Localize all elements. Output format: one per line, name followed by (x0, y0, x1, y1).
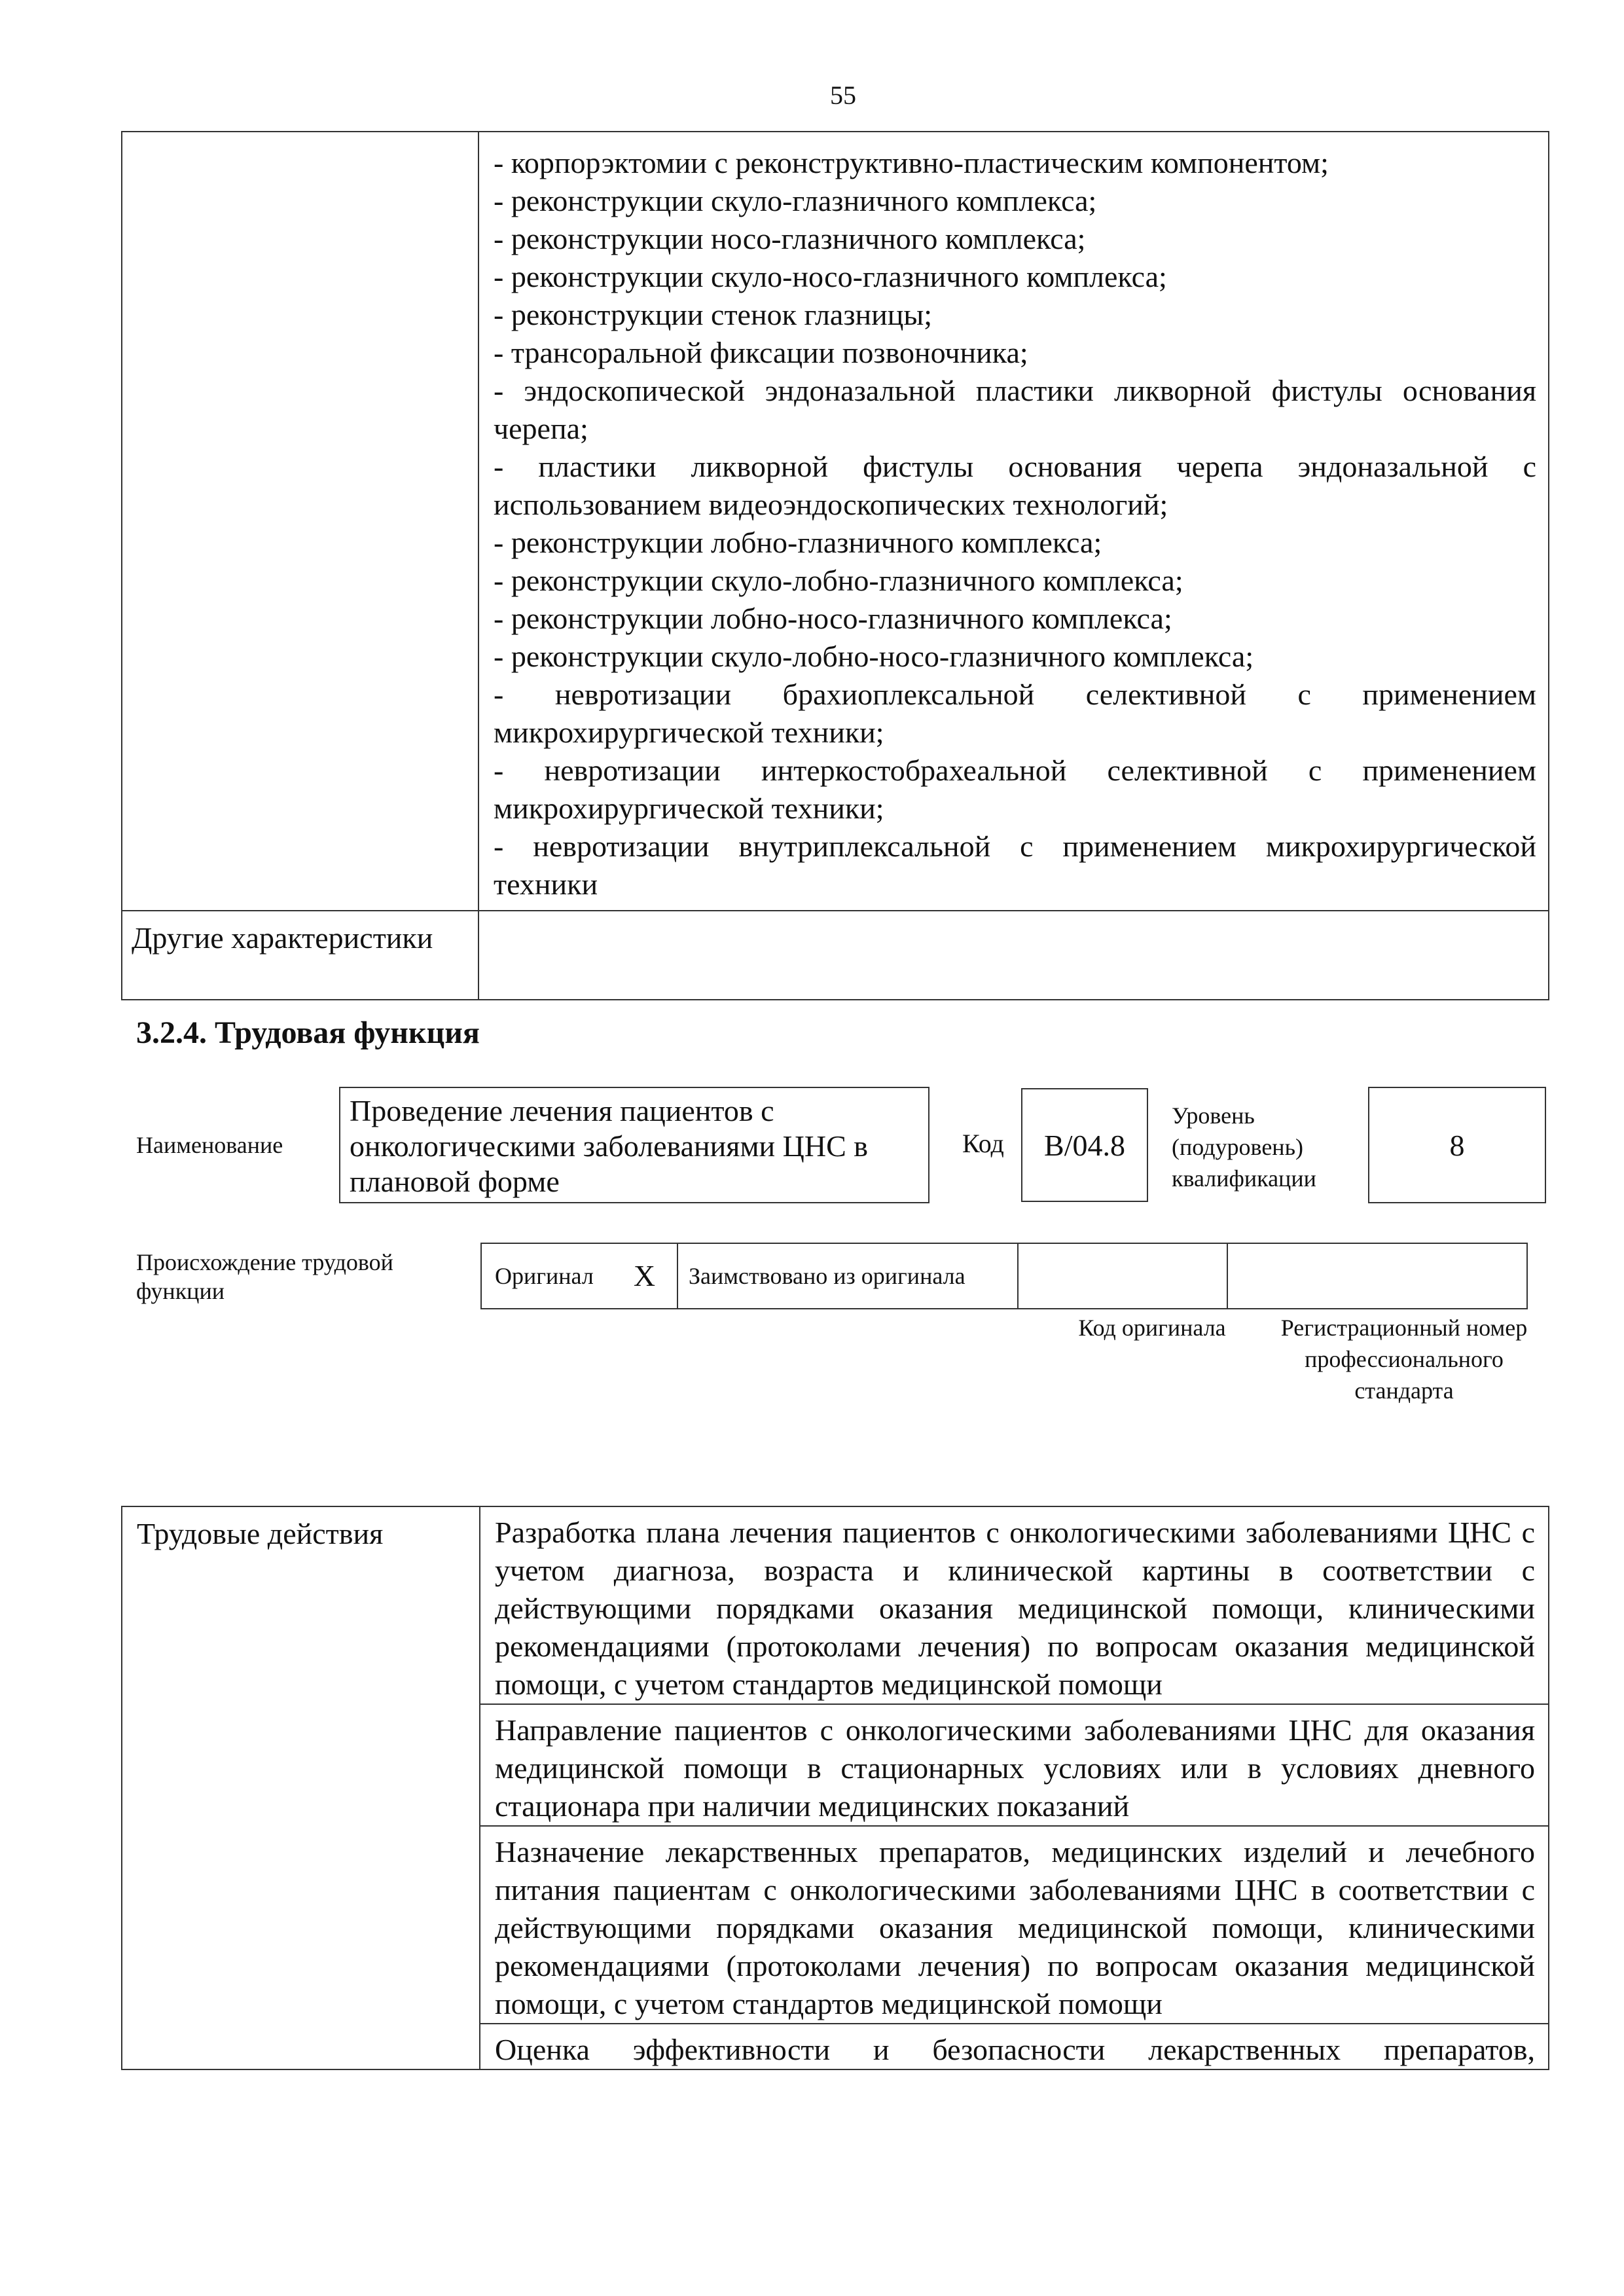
name-label: Наименование (136, 1132, 283, 1158)
labor-action-cell: Разработка плана лечения пациентов с онкологическими заболеваниями ЦНС с учетом диагноза, возраста и клинической картины в соответствии с действующими порядками оказания медицинской помощи, клиническими рекомендациями (протоколами лечения) по вопросам оказания медицинской помощи, с учетом стандартов медицинской помощи (480, 1506, 1549, 1704)
list-item: - невротизации внутриплексальной с применением микрохирургической техники (494, 829, 1536, 901)
original-code-cell (1018, 1243, 1227, 1309)
list-item: - реконструкции лобно-глазничного комплекса; (494, 526, 1102, 559)
list-item: - реконструкции скуло-глазничного комплекса; (494, 184, 1097, 217)
table-row (122, 1506, 1549, 1704)
original-code-caption: Код оригинала (1078, 1315, 1226, 1341)
level-label: Уровень (подуровень) квалификации (1172, 1102, 1316, 1192)
continuation-table (121, 131, 1549, 1000)
list-item: - эндоскопической эндоназальной пластики ликворной фистулы основания черепа; (494, 374, 1536, 445)
procedures-list-cell (478, 132, 1549, 911)
table-row (122, 911, 1549, 1000)
labor-action-cell: Оценка эффективности и безопасности лекарственных препаратов, (480, 2024, 1549, 2069)
other-characteristics-value (478, 911, 1549, 1000)
origin-label: Происхождение трудовой функции (136, 1249, 393, 1304)
list-item: - корпорэктомии с реконструктивно-пластическим компонентом; (494, 146, 1329, 179)
labor-actions-table (121, 1506, 1549, 2070)
reg-number-caption: Регистрационный номер профессионального стандарта (1280, 1315, 1528, 1404)
table-row (481, 1243, 1527, 1309)
original-mark: X (612, 1243, 677, 1309)
origin-table (480, 1243, 1528, 1309)
section-title: 3.2.4. Трудовая функция (136, 1015, 480, 1050)
list-item: - невротизации брахиоплексальной селективной с применением микрохирургической техники; (494, 678, 1536, 749)
empty-label-cell (122, 132, 478, 911)
list-item: - невротизации интеркостобрахеальной селективной с применением микрохирургической техники; (494, 754, 1536, 825)
original-label: Оригинал (481, 1243, 612, 1309)
list-item: - реконструкции лобно-носо-глазничного комплекса; (494, 602, 1172, 635)
labor-actions-label: Трудовые действия (122, 1506, 480, 2069)
level-value-box: 8 (1368, 1087, 1546, 1203)
list-item: - реконструкции носо-глазничного комплекса; (494, 222, 1086, 255)
other-characteristics-label: Другие характеристики (122, 911, 478, 1000)
code-value-box: B/04.8 (1021, 1088, 1148, 1202)
labor-action-cell: Назначение лекарственных препаратов, медицинских изделий и лечебного питания пациентам с онкологическими заболеваниями ЦНС в соответствии с действующими порядками оказания медицинской помощи, клиническими рекомендациями (протоколами лечения) по вопросам оказания медицинской помощи, с учетом стандартов медицинской помощи (480, 1826, 1549, 2024)
labor-action-cell: Направление пациентов с онкологическими заболеваниями ЦНС для оказания медицинской помощи в стационарных условиях или в условиях дневного стационара при наличии медицинских показаний (480, 1704, 1549, 1826)
function-name-box: Проведение лечения пациентов с онкологическими заболеваниями ЦНС в плановой форме (339, 1087, 929, 1203)
list-item: - реконструкции стенок глазницы; (494, 298, 933, 331)
table-row (122, 132, 1549, 911)
reg-number-cell (1227, 1243, 1527, 1309)
list-item: - пластики ликворной фистулы основания черепа эндоназальной с использованием видеоэндоскопических технологий; (494, 450, 1536, 521)
page-number: 55 (830, 81, 856, 110)
list-item: - реконструкции скуло-лобно-глазничного комплекса; (494, 564, 1183, 597)
list-item: - реконструкции скуло-носо-глазничного комплекса; (494, 260, 1167, 293)
list-item: - трансоральной фиксации позвоночника; (494, 336, 1028, 369)
code-label: Код (962, 1129, 1004, 1158)
list-item: - реконструкции скуло-лобно-носо-глазничного комплекса; (494, 640, 1254, 673)
borrowed-label: Заимствовано из оригинала (677, 1243, 1018, 1309)
